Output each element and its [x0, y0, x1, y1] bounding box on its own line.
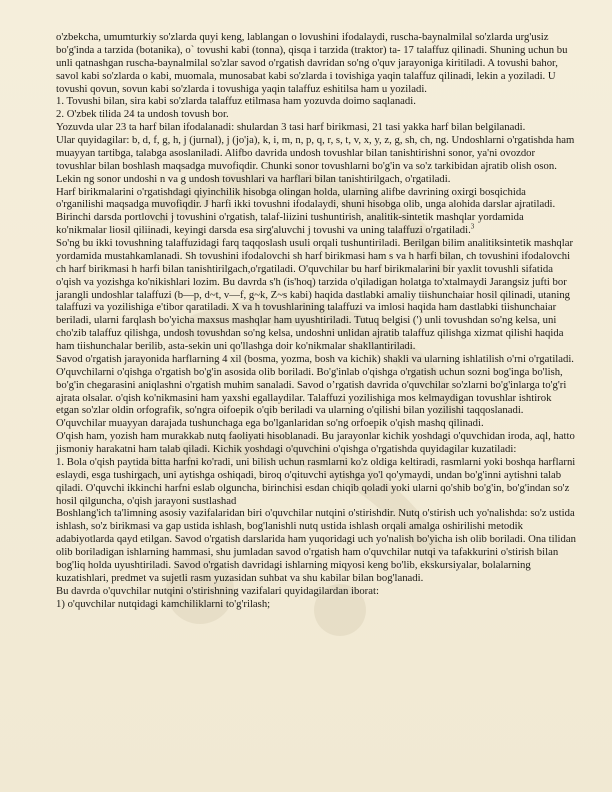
paragraph-letters-count: Yozuvda ular 23 ta harf bilan ifodalanadi: shulardan 3 tasi harf birikmasi, 21 tasi yakka harf bilan belgilanadi.	[56, 121, 526, 134]
paragraph-digraphs-text: Harf birikmalarini o'rgatishdagi qiyinchilik hisobga olingan holda, ularning alifbe davrining oxirgi bosqichida o'rganilishi maqsadga muvofiqdir. J harfi ikki tovushni ifodalaydi, shuni hisobga olib, unga alohida darslar ajratiladi. Birinchi darsda portlovchi j tovushini o'rgatish, talaf-liizini tushuntirish, analitik-sintetik mashqlar yordamida ko'nikmalar liosil qiliinadi, keyingi darsda esa sirg'aluvchi j tovushi va uning talaffuzi o'rgatiladi.	[56, 185, 556, 237]
paragraph-rule-1: 1. Tovushi bilan, sira kabi so'zlarda talaffuz etilmasa ham yozuvda doimo saqlanadi.	[56, 95, 416, 108]
paragraph-observation-1: 1. Bola o'qish paytida bitta harfni ko'radi, uni bilish uchun rasmlarni ko'z oldiga keltiradi, rasmlarni yoki boshqa harflarni eslaydi, esga tushirgach, uni aytishga oshiqadi, biroq o'qituvchi aytishga yo'l qo'ymaydi, undan bo'g'inni aytishni talab qiladi. O'quvchi ikkinchi harfni eslab olguncha, birinchisi esdan chiqib qoladi yoki ularni qo'shib bo'g'in, bo'g'indan so'z hosil qilguncha, o'qish jarayoni sustlashad	[56, 455, 576, 507]
paragraph-reading-writing: O'qish ham, yozish ham murakkab nutq faoliyati hisoblanadi. Bu jarayonlar kichik yoshdagi o'quvchidan iroda, aql, hatto jismoniy harakatni ham talab qiladi. Kichik yoshdagi o'quvchini o'qishga o'rgatishda quyidagilar kuzatiladi:	[56, 430, 575, 455]
paragraph-consonants: Ular quyidagilar: b, d, f, g, h, j (jurnal), j (jo'ja), k, i, m, n, p, q, r, s, t, v, x, y, z, g, sh, ch, ng. Undoshlarni o'rgatishda ham muayyan tartibga, talabga asoslaniladi. Alifbo davrida undosh tovushlar bilan tanishtirishni sonor, ya'ni ovozdor tovushlar bilan boshlash maqsadga muvofiqdir. Chunki sonor tovushlarni bo'g'in va so'z tarkibidan ajratib olish oson. Lekin ng sonor undoshi n va g undosh tovushlari va harflari bilan tanishtirilgach, o'rgatiladi.	[56, 134, 575, 185]
paragraph-speech-development: Boshlang'ich ta'limning asosiy vazifalaridan biri o'quvchilar nutqini o'stirishdir. Nutq o'stirish uch yo'nalishda: so'z ustida ishlash, so'z birikmasi va gap ustida ishlash, bog'lanishli nutq ustida ishlash orqali amalga oshirilishi metodik adabiyotlarda qayd etilgan. Savod o'rgatish darslarida ham yuqoridagi uch yo'nalish bo'yicha ish olib boriladi. Ona tilidan olib boriladigan ishlarning hammasi, shu jumladan savod o'rgatish ham o'quvchilar nutqi va tafakkurini o'stirish bilan bog'liq holda uyushtiriladi. Savod o'rgatish davridagi ishlarning miqyosi keng bo'lib, ekskursiyalar, bolalarning kuzatishlari, predmet va sujetli rasm yuzasidan suhbat va shu kabilar bilan bog'lanadi.	[56, 507, 576, 584]
paragraph-comparison: So'ng bu ikki tovushning talaffuzidagi farq taqqoslash usuli orqali tushuntiriladi. Berilgan bilim analitiksintetik mashqlar yordamida mustahkamlanadi. Sh tovushini ifodalovchi sh harf birikmasi ham s va h harfi bilan, ch tovushini ifodalovchi ch harf birikmasi h harfi bilan tanishtirilgach,o'rgatiladi. O'quvchilar bu harf birikmalarini bir yaxlit tovushli sifatida o'qish va yozishga ko'nikishlari lozim. Bu davrda s'h (is'hoq) tarzida o'qiladigan holatga to'xtalmaydi Jarangsiz jufti bor jarangli undoshlar talaffuzi (b—p, d~t, v—f, g~k, Z~s kabi) haqida dastlabki amaliy tiishunchaiar hosil qilinadi, utaning talaffuzi va yozilishiga e'tibor qaratiladi. X va h tovushlarining talaffuzi va imlosi haqida ham dastlabki tiishunchaiar beriladi, ularni farqlash bo'yicha maxsus mashqlar ham uyushtiriladi. Tutuq belgisi (') unli tovushdan so'ng kelsa, uni cho'zib talaffuz qilishga, undosh tovushdan so'ng kelsa, undoshni unlidan ajratib talaffuz qilishga xizmat qilishi haqida ham tiishunchalar berilib, asta-sekin uni qo'llashga doir ko'nikmalar shakllantiriladi.	[56, 237, 574, 352]
document-body	[56, 31, 576, 610]
paragraph-orthoepic: O'quvchilar muayyan darajada tushunchaga ega bo'lganlaridan so'ng orfoepik o'qish mashq qilinadi.	[56, 417, 484, 430]
paragraph-intro: o'zbekcha, umumturkiy so'zlarda quyi keng, lablangan o lovushini ifodalaydi, ruscha-baynalmilal so'zlarda urg'usiz bo'g'inda a tarzida (botanika), o` tovushi kabi (tonna), qisqa i tarzida (traktor) ta- 17 talaffuz qilinadi. Shuning uchun bu unli qatnashgan ruscha-baynalmilal so'zlar savod o'rgatish davridan so'ng o'quv jarayoniga kiritiladi. A tovushi bahor, savol kabi so'zlarda o kabi, muomala, munosabat kabi so'zlarda i tovishiga yaqin talaffuz qilinadi, lekin a yoziladi. U tovushi qovun, sovun kabi so'zlarda i tovushiga yaqin talaffuz eshitilsa ham u yoziladi.	[56, 31, 568, 95]
paragraph-tasks-intro: Bu davrda o'quvchilar nutqini o'stirishning vazifalari quyidagilardan iborat:	[56, 584, 379, 597]
paragraph-rule-2: 2. O'zbek tilida 24 ta undosh tovush bor.	[56, 108, 229, 121]
footnote-marker: 3	[470, 222, 475, 231]
paragraph-letter-shapes: Savod o'rgatish jarayonida harflarning 4 xil (bosma, yozma, bosh va kichik) shakli va ularning ishlatilish o'rni o'rgatiladi. O'quvchilarni o'qishga o'rgatish bo'g'in asosida olib boriladi. Bo'g'inlab o'qishga o'rgatish uchun sozni bog'inga bo'lish, bo'g'in chegarasini aniqlashni o'rgatish muhim sanaladi. Savod o’rgatish davrida o'quvchilar so'zlarni bo'g'inlarga to'g'ri ajrata olsalar. o'qish ko'nikmasini ham yaxshi egallaydilar. Talaffuzi yozilishiga mos kelmaydigan tovushlar ishtirok etgan so'zlar oldin orfografik, so'ngra oifoepik o'qib beriladi va ularning o'qilishi bilan yozilishi taqqoslanadi.	[56, 352, 574, 417]
paragraph-task-1: 1) o'quvchilar nutqidagi kamchiliklarni to'g'rilash;	[56, 597, 271, 610]
paragraph-digraphs	[56, 186, 576, 238]
